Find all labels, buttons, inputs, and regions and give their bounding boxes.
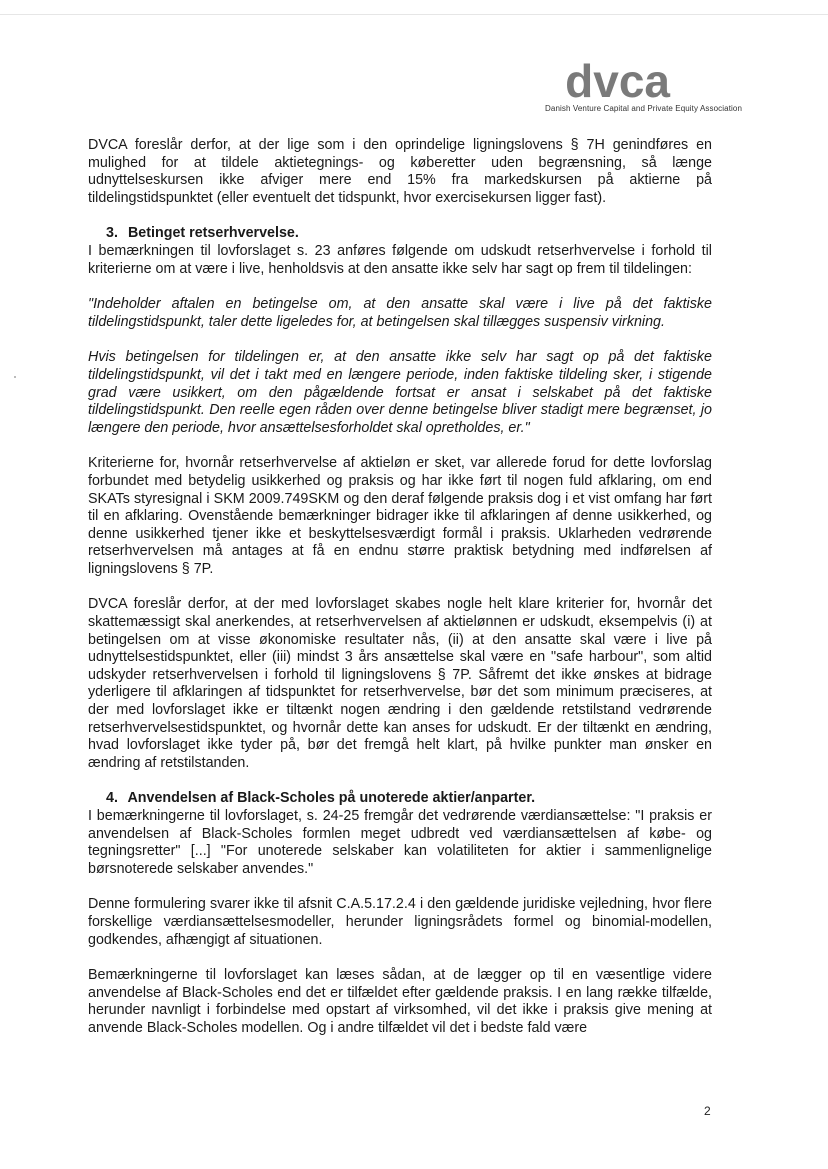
paragraph-1: DVCA foreslår derfor, at der lige som i den oprindelige ligningslovens § 7H genindføres en mulighed for at tildele aktietegnings- og køberetter uden begrænsning, så længe udnyttelseskursen ikke afviger mere end 15% fra markedskursen på aktierne på tildelingstidspunktet (eller eventuelt det tidspunkt, hvor exercisekursen ligger fast).: [88, 137, 712, 206]
page-edge: [0, 14, 828, 15]
section-3-title: Betinget retserhvervelse.: [127, 225, 299, 242]
section-4-heading: [88, 790, 712, 808]
paragraph-7: Bemærkningerne til lovforslaget kan læses sådan, at de lægger op til en væsentlige videre anvendelse af Black-Scholes end det er tilfældet efter gældende praksis. I en lang række tilfælde, herunder navnligt i forbindelse med opstart af virksomhed, vil det ikke i praksis give mening at anvende Black-Scholes modellen. Og i andre tilfældet vil det i bedste fald være: [88, 967, 712, 1036]
page-number: 2: [704, 1104, 711, 1118]
paragraph-2: I bemærkningen til lovforslaget s. 23 anføres følgende om udskudt retserhvervelse i forhold til kriterierne om at være i live, henholdsvis at den ansatte ikke selv har sagt op frem til tildelingen:: [88, 242, 712, 277]
paragraph-4: DVCA foreslår derfor, at der med lovforslaget skabes nogle helt klare kriterier for, hvornår det skattemæssigt skal anerkendes, at retserhvervelsen af aktielønnen er udskudt, eksempelvis (i) at betingelsen om at visse økonomiske resultater nås, (ii) at den ansatte skal være i live på udnyttelsestidspunktet, eller (iii) mindst 3 års ansættelse skal være en "safe harbour", som altid udskyder retserhvervelsen i forhold til ligningslovens § 7P. Såfremt det ikke ønskes at bidrage yderligere til afklaringen af tidspunktet for retserhvervelse, bør det som minimum præciseres, at der med lovforslaget ikke er tiltænkt nogen ændring i den gældende retstilstand vedrørende retserhvervelsestidspunktet, og hvornår dette kan anses for udskudt. Er der tiltænkt en ændring, hvad lovforslaget ikke tyder på, bør det fremgå helt klart, på hvilke punkter man ønsker en ændring af retstilstanden.: [88, 596, 712, 771]
logo-wordmark: dvca: [565, 55, 670, 107]
scan-mark: [14, 376, 16, 378]
section-3-number: 3.: [106, 225, 118, 242]
section-4-title: Anvendelsen af Black-Scholes på unoterede aktier/anparter.: [127, 790, 536, 807]
quote-2: Hvis betingelsen for tildelingen er, at den ansatte ikke selv har sagt op på det faktiske tildelingstidspunkt, vil det i takt med en længere periode, inden faktiske tildeling sker, i stigende grad være usikkert, om den pågældende fortsat er ansat i selskabet på det faktiske tildelingstidspunkt. Den reelle egen råden over denne betingelse bliver stadigt mere begrænset, jo længere den periode, hvor ansættelsesforholdet skal opretholdes, er.": [88, 349, 712, 436]
logo-subtitle: Danish Venture Capital and Private Equity Association: [545, 104, 742, 113]
paragraph-6: Denne formulering svarer ikke til afsnit C.A.5.17.2.4 i den gældende juridiske vejledning, hvor flere forskellige værdiansættelsesmodeller, herunder ligningsrådets formel og binomial-modellen, godkendes, afhængigt af situationen.: [88, 896, 712, 948]
section-4-number: 4.: [106, 790, 118, 807]
quote-1: "Indeholder aftalen en betingelse om, at den ansatte skal være i live på det faktiske tildelingstidspunkt, taler dette ligeledes for, at betingelsen skal tillægges suspensiv virkning.: [88, 296, 712, 330]
paragraph-3: Kriterierne for, hvornår retserhvervelse af aktieløn er sket, var allerede forud for dette lovforslag forbundet med betydelig usikkerhed og praksis og har ikke ført til nogen fuld afklaring, om end SKATs styresignal i SKM 2009.749SKM og den deraf følgende praksis dog i et vist omfang har ført til en afklaring. Ovenstående bemærkninger bidrager ikke til afklaringen af denne usikkerhed, og denne usikkerhed tjener ikke et beskyttelsesværdigt formål i praksis. Uklarheden vedrørende retserhvervelsen må antages at få en endnu større praktisk betydning med indførelsen af ligningslovens § 7P.: [88, 455, 712, 577]
section-3-heading: [88, 225, 712, 243]
document-body: [88, 137, 712, 1056]
dvca-logo: [545, 55, 742, 113]
paragraph-5: I bemærkningerne til lovforslaget, s. 24-25 fremgår det vedrørende værdiansættelse: "I praksis er anvendelsen af Black-Scholes formlen meget udbredt ved værdiansættelsen af købe- og tegningsretter" [...] "For unoterede selskaber kan volatiliteten for aktier i sammenlignelige børsnoterede selskaber anvendes.": [88, 808, 712, 877]
